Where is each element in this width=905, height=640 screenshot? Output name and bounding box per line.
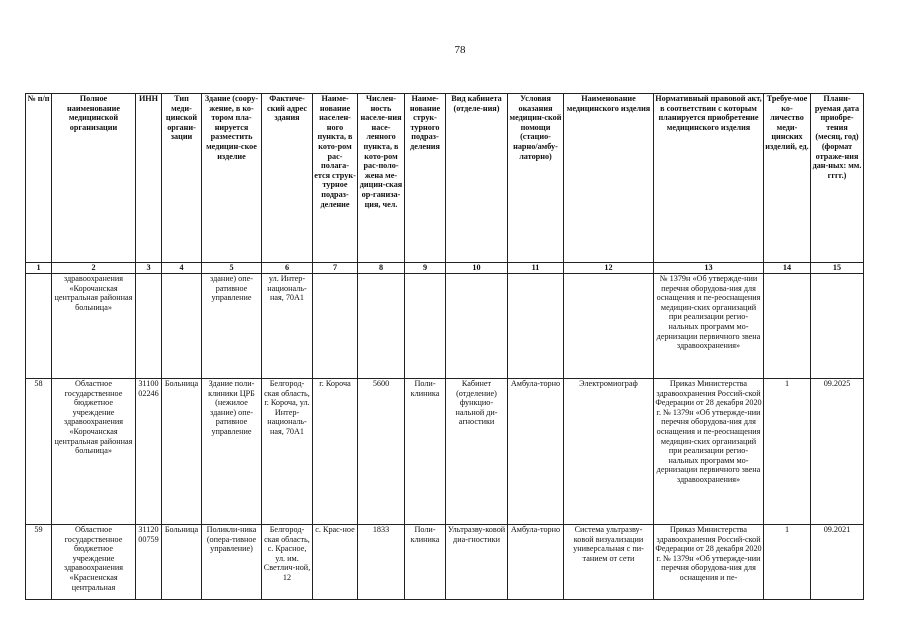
subdivision-cell: Поли-клиника — [405, 525, 446, 600]
column-number: 4 — [162, 263, 202, 274]
population-cell: 5600 — [358, 379, 405, 525]
settlement-cell: г. Короча — [313, 379, 358, 525]
header-cell: Здание (соору-жение, в ко-тором пла-нируется разместить медицин-ское изделие — [202, 94, 262, 263]
column-number: 10 — [446, 263, 508, 274]
org-type-cell: Больница — [162, 379, 202, 525]
cabinet-cell: Ультразву-ковой диа-гностики — [446, 525, 508, 600]
column-number: 12 — [564, 263, 654, 274]
address-cell: ул. Интер-националь-ная, 70А1 — [262, 274, 313, 379]
inn-cell: 31100 02246 — [136, 379, 162, 525]
header-cell: Плани-руемая дата приобре-тения (месяц, год) (формат отраже-ния дан-ных: мм. гггг.) — [811, 94, 864, 263]
header-cell: Вид кабинета (отделе-ния) — [446, 94, 508, 263]
device-name-cell — [564, 274, 654, 379]
building-cell: Здание поли-клиники ЦРБ (нежилое здание) опе-ративное управление — [202, 379, 262, 525]
row-number-cell: 58 — [26, 379, 52, 525]
org-type-cell — [162, 274, 202, 379]
population-cell: 1833 — [358, 525, 405, 600]
organization-cell: Областное государственное бюджетное учреждение здравоохранения «Корочанская центральная районная больница» — [52, 379, 136, 525]
purchase-date-cell — [811, 274, 864, 379]
table-row — [26, 379, 864, 525]
row-number-cell — [26, 274, 52, 379]
subdivision-cell: Поли-клиника — [405, 379, 446, 525]
column-number: 9 — [405, 263, 446, 274]
care-conditions-cell — [508, 274, 564, 379]
settlement-cell — [313, 274, 358, 379]
header-row — [26, 94, 864, 263]
subdivision-cell — [405, 274, 446, 379]
table-row — [26, 525, 864, 600]
header-cell: Полное наименование медицинской организации — [52, 94, 136, 263]
column-number: 2 — [52, 263, 136, 274]
header-cell: Тип меди-цинской органи-зации — [162, 94, 202, 263]
page-number: 78 — [454, 44, 466, 56]
legal-act-cell: № 1379н «Об утвержде-нии перечня оборудова-ния для оснащения и пе-реоснащения медицин-ских организаций при реализации регио-нальных программ мо-дернизации первичного звена здравоохранения» — [654, 274, 764, 379]
device-name-cell: Электромиограф — [564, 379, 654, 525]
purchase-date-cell: 09.2021 — [811, 525, 864, 600]
inn-cell — [136, 274, 162, 379]
header-cell: Фактиче-ский адрес здания — [262, 94, 313, 263]
header-cell: Нормативный правовой акт, в соответствии с которым планируется приобретение медицинского изделия — [654, 94, 764, 263]
column-number: 5 — [202, 263, 262, 274]
header-cell: Наиме-нование населен-ного пункта, в кото-ром рас-полага-ется струк-турное подраз-деление — [313, 94, 358, 263]
quantity-cell — [764, 274, 811, 379]
org-type-cell: Больница — [162, 525, 202, 600]
column-number: 1 — [26, 263, 52, 274]
cabinet-cell — [446, 274, 508, 379]
header-cell: Наименование медицинского изделия — [564, 94, 654, 263]
device-name-cell: Система ультразву-ковой визуализации универсальная с пи-танием от сети — [564, 525, 654, 600]
column-number: 6 — [262, 263, 313, 274]
quantity-cell: 1 — [764, 525, 811, 600]
organization-cell: здравоохранения «Корочанская центральная районная больница» — [52, 274, 136, 379]
address-cell: Белгород-ская область, г. Короча, ул. Интер-националь-ная, 70А1 — [262, 379, 313, 525]
column-number-row — [26, 263, 864, 274]
column-number: 15 — [811, 263, 864, 274]
inn-cell: 31120 00759 — [136, 525, 162, 600]
row-number-cell: 59 — [26, 525, 52, 600]
legal-act-cell: Приказ Министерства здравоохранения Россий-ской Федерации от 28 декабря 2020 г. № 1379н «Об утвержде-нии перечня оборудова-ния для оснащения и пе-реоснащения медицин-ских организаций при реализации регио-нальных программ мо-дернизации первичного звена здравоохранения» — [654, 379, 764, 525]
column-number: 3 — [136, 263, 162, 274]
column-number: 8 — [358, 263, 405, 274]
header-cell: Наиме-нование струк-турного подраз-деления — [405, 94, 446, 263]
population-cell — [358, 274, 405, 379]
building-cell: Поликли-ника (опера-тивное управление) — [202, 525, 262, 600]
quantity-cell: 1 — [764, 379, 811, 525]
building-cell: здание) опе-ративное управление — [202, 274, 262, 379]
header-cell: Условия оказания медицин-ской помощи (стацио-нарно/амбу-латорно) — [508, 94, 564, 263]
settlement-cell: с. Крас-ное — [313, 525, 358, 600]
column-number: 13 — [654, 263, 764, 274]
column-number: 7 — [313, 263, 358, 274]
address-cell: Белгород-ская область, с. Красное, ул. им. Светлич-ной, 12 — [262, 525, 313, 600]
legal-act-cell: Приказ Министерства здравоохранения Россий-ской Федерации от 28 декабря 2020 г. № 1379н «Об утвержде-нии перечня оборудова-ния для оснащения и пе- — [654, 525, 764, 600]
organization-cell: Областное государственное бюджетное учреждение здравоохранения «Красненская центральная — [52, 525, 136, 600]
header-cell: ИНН — [136, 94, 162, 263]
header-cell: № п/п — [26, 94, 52, 263]
header-cell: Требуе-мое ко-личество меди-цинских изделий, ед. — [764, 94, 811, 263]
column-number: 11 — [508, 263, 564, 274]
care-conditions-cell: Амбула-торно — [508, 525, 564, 600]
column-number: 14 — [764, 263, 811, 274]
care-conditions-cell: Амбула-торно — [508, 379, 564, 525]
header-cell: Числен-ность населе-ния насе-ленного пункта, в кото-ром рас-поло-жена ме-дицин-ская ор-ганиза-ция, чел. — [358, 94, 405, 263]
cabinet-cell: Кабинет (отделение) функцио-нальной ди-агностики — [446, 379, 508, 525]
equipment-register-table — [25, 93, 864, 600]
purchase-date-cell: 09.2025 — [811, 379, 864, 525]
table-row — [26, 274, 864, 379]
